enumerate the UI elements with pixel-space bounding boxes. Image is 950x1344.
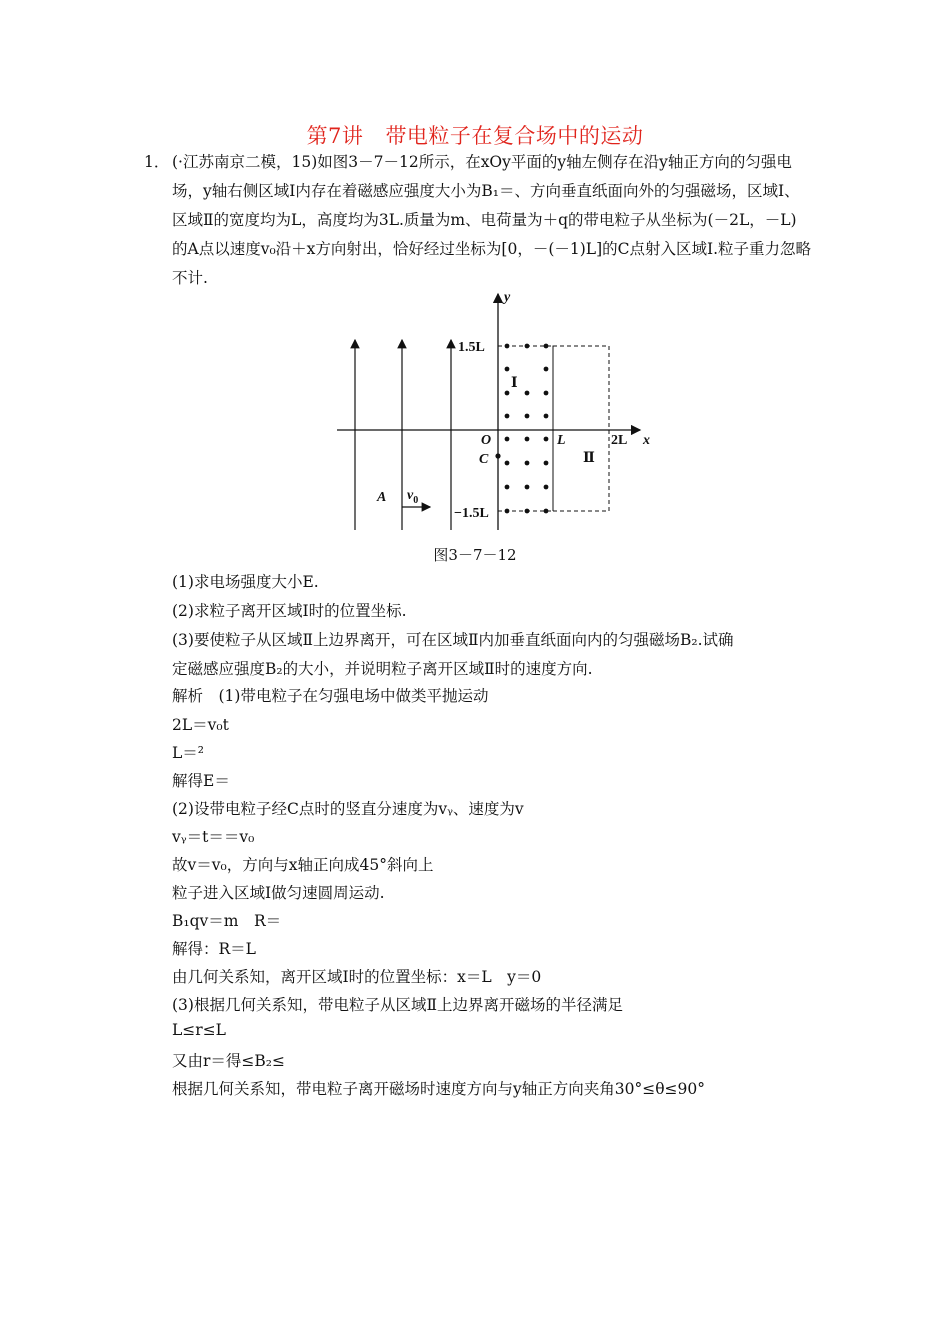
solution-line: 粒子进入区域Ⅰ做匀速圆周运动.	[172, 884, 385, 902]
velocity-label: $v_0$	[407, 488, 419, 506]
solution-line: vᵧ＝t＝＝v₀	[172, 828, 255, 846]
label-top: 1.5L	[458, 340, 485, 355]
solution-line: (3)根据几何关系知，带电粒子从区域Ⅱ上边界离开磁场的半径满足	[172, 996, 623, 1014]
region-1-label: Ⅰ	[511, 376, 518, 391]
solution-line: B₁qv＝m R＝	[172, 912, 282, 930]
label-x-2L: 2L	[611, 433, 628, 448]
x-axis-label: x	[643, 433, 650, 448]
page-title	[0, 120, 950, 150]
magnetic-field-dots	[495, 344, 548, 514]
label-x-L: L	[557, 433, 566, 448]
solution-line: 由几何关系知，离开区域Ⅰ时的位置坐标：x＝L y＝0	[172, 968, 542, 986]
solution-line: 解得：R＝L	[172, 940, 256, 958]
solution-line: (2)设带电粒子经C点时的竖直分速度为vᵧ、速度为v	[172, 800, 524, 818]
solution-line: L≤r≤L	[172, 1021, 226, 1039]
figure-caption: 图3－7－12	[433, 546, 517, 564]
problem-statement	[144, 148, 812, 293]
region-2-label: Ⅱ	[583, 451, 595, 466]
solution-line: L＝²	[172, 744, 205, 762]
label-bottom: −1.5L	[454, 506, 489, 521]
y-axis-label: y	[504, 290, 511, 305]
origin-label: O	[481, 433, 492, 448]
lecture-number: 第7讲	[306, 124, 364, 148]
problem-number: 1．	[144, 153, 170, 171]
question-line: 定磁感应强度B₂的大小，并说明粒子离开区域Ⅱ时的速度方向.	[172, 660, 593, 678]
question-line: (2)求粒子离开区域Ⅰ时的位置坐标.	[172, 602, 407, 620]
solution-line: 2L＝v₀t	[172, 716, 229, 734]
lecture-topic: 带电粒子在复合场中的运动	[385, 124, 644, 148]
question-line: (1)求电场强度大小E.	[172, 573, 319, 591]
field-diagram	[335, 288, 665, 538]
solution-line: 故v＝v₀，方向与x轴正向成45°斜向上	[172, 856, 434, 874]
point-c-label: C	[479, 452, 489, 467]
solution-line: 解得E＝	[172, 772, 230, 790]
problem-intro: (·江苏南京二模，15)如图3－7－12所示，在xOy平面的y轴左侧存在沿y轴正方向的匀强电场，y轴右侧区域Ⅰ内存在着磁感应强度大小为B₁＝、方向垂直纸面向外的匀强磁场，区域Ⅰ、区域Ⅱ的宽度均为L，高度均为3L.质量为m、电荷量为＋q的带电粒子从坐标为(－2L，－L)的A点以速度v₀沿＋x方向射出，恰好经过坐标为[0，－(－1)L]的C点射入区域Ⅰ.粒子重力忽略不计.	[172, 153, 812, 287]
question-line: (3)要使粒子从区域Ⅱ上边界离开，可在区域Ⅱ内加垂直纸面向内的匀强磁场B₂.试确	[172, 631, 734, 649]
solution-line: 又由r＝得≤B₂≤	[172, 1052, 285, 1070]
point-c-dot	[495, 453, 500, 458]
solution-line: 根据几何关系知，带电粒子离开磁场时速度方向与y轴正方向夹角30°≤θ≤90°	[172, 1080, 706, 1098]
region-2-box	[553, 346, 609, 511]
point-a-label: A	[377, 490, 387, 505]
solution-line: 解析 (1)带电粒子在匀强电场中做类平抛运动	[172, 687, 489, 705]
